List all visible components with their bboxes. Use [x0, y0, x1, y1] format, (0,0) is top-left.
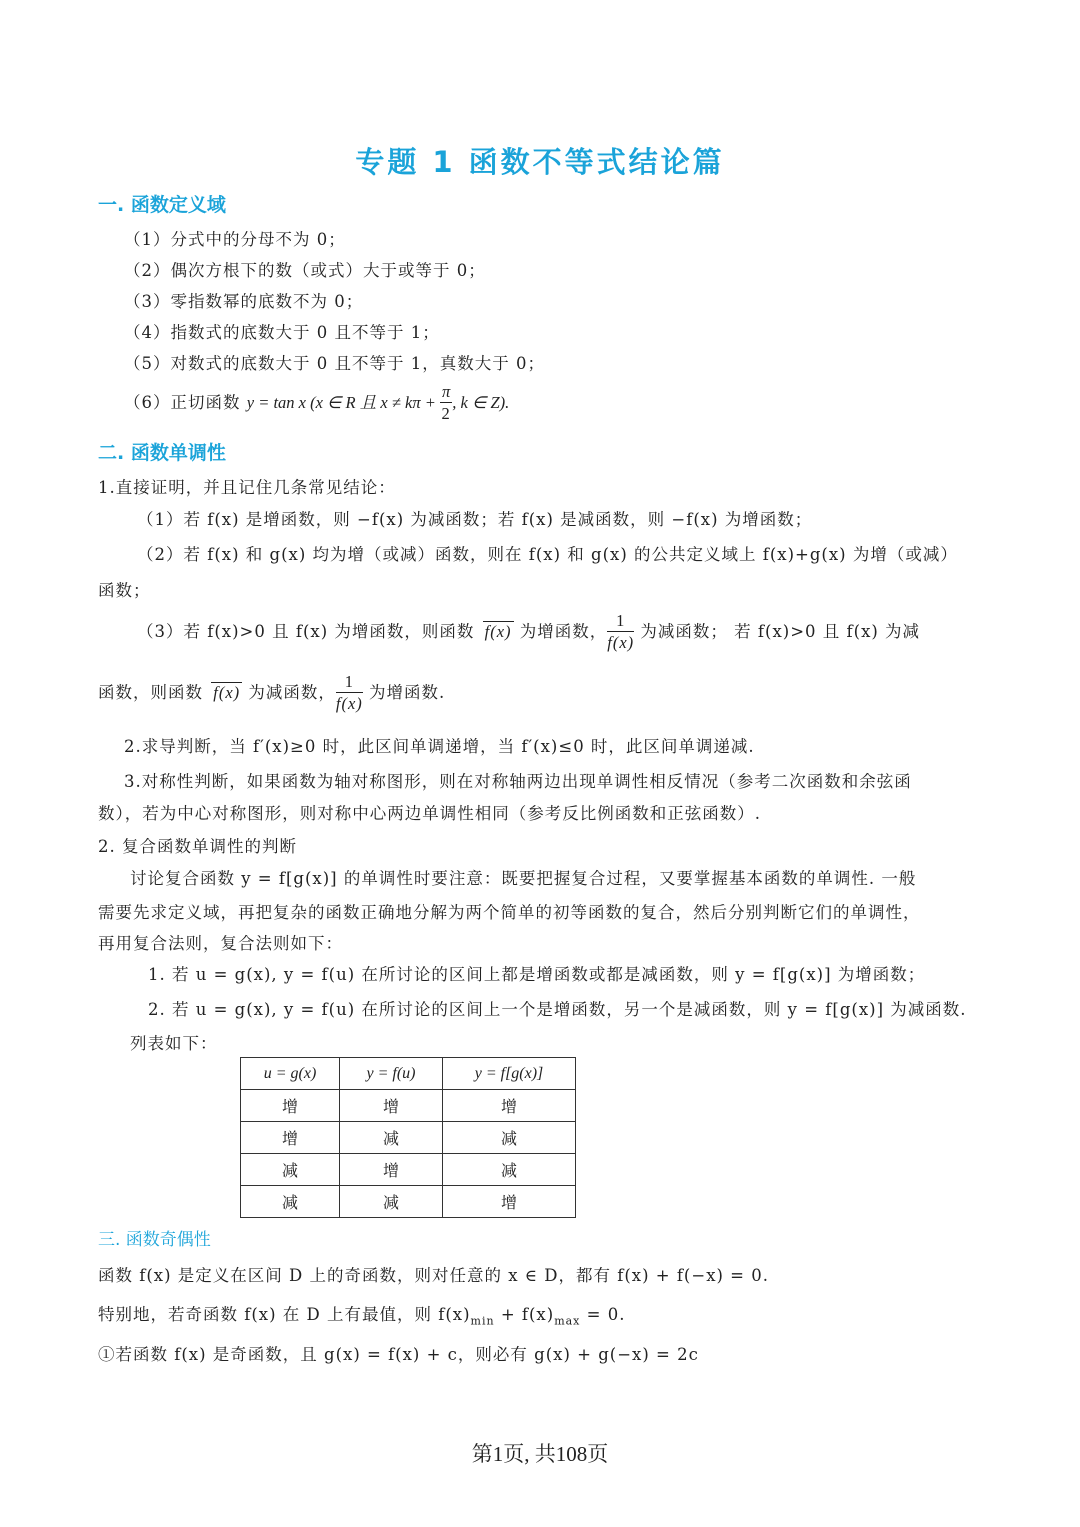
table-header-cell: u = g(x) [241, 1058, 340, 1090]
page-footer: 第1页, 共108页 [471, 1442, 609, 1466]
paragraph: 3.对称性判断，如果函数为轴对称图形，则在对称轴两边出现单调性相反情况（参考二次函数和余弦函 [124, 772, 912, 791]
paragraph: 数），若为中心对称图形，则对称中心两边单调性相同（参考反比例函数和正弦函数）. [98, 804, 761, 823]
table-cell: 增 [340, 1090, 443, 1122]
paragraph: 函数； [98, 581, 151, 600]
table-row [241, 1122, 576, 1154]
paragraph: 2. 复合函数单调性的判断 [98, 837, 297, 856]
table-cell: 增 [340, 1154, 443, 1186]
table-cell: 减 [340, 1122, 443, 1154]
section1-heading: 一. 函数定义域 [98, 194, 226, 216]
table-cell: 减 [241, 1154, 340, 1186]
table-header-row [241, 1058, 576, 1090]
paragraph: （2）若 f(x) 和 g(x) 均为增（或减）函数，则在 f(x) 和 g(x) 的公共定义域上 f(x)+g(x) 为增（或减） [137, 545, 958, 564]
table-cell: 减 [340, 1186, 443, 1218]
table-cell: 增 [443, 1186, 576, 1218]
table-cell: 增 [241, 1122, 340, 1154]
page-title: 专题 1 函数不等式结论篇 [355, 145, 725, 179]
paragraph: 函数，则函数 f(x) 为减函数， $\frac{1}{f(x)}$ 为增函数. [98, 672, 446, 713]
paragraph: 1.直接证明，并且记住几条常见结论： [98, 478, 396, 497]
table-row [241, 1154, 576, 1186]
paragraph: 2. 若 u = g(x), y = f(u) 在所讨论的区间上一个是增函数，另一个是减函数，则 y = f[g(x)] 为减函数. [148, 1000, 967, 1019]
table-cell: 增 [241, 1090, 340, 1122]
table-row [241, 1090, 576, 1122]
paragraph: （1）若 f(x) 是增函数，则 −f(x) 为减函数；若 f(x) 是减函数，则 −f(x) 为增函数； [137, 510, 813, 529]
table-cell: 减 [241, 1186, 340, 1218]
table-header-cell: y = f[g(x)] [443, 1058, 576, 1090]
paragraph: 2.求导判断，当 f′(x)≥0 时，此区间单调递增，当 f′(x)≤0 时，此区间单调递减. [124, 737, 755, 756]
paragraph: 需要先求定义域，再把复杂的函数正确地分解为两个简单的初等函数的复合，然后分别判断它们的单调性， [98, 903, 921, 922]
list-item: （3）零指数幂的底数不为 0； [124, 292, 364, 311]
table-cell: 减 [443, 1122, 576, 1154]
table-row [241, 1186, 576, 1218]
list-item: （1）分式中的分母不为 0； [124, 230, 346, 249]
paragraph: ①若函数 f(x) 是奇函数，且 g(x) = f(x) + c，则必有 g(x) + g(−x) = 2c [98, 1345, 699, 1364]
list-item: （4）指数式的底数大于 0 且不等于 1； [124, 323, 440, 342]
list-item-6: （6）正切函数 y = tan x (x ∈ R 且 x ≠ kπ + $\frac{\pi}{2}$ , k ∈ Z). [124, 382, 510, 423]
section3-heading: 三. 函数奇偶性 [98, 1230, 211, 1250]
paragraph: 讨论复合函数 y = f[g(x)] 的单调性时要注意：既要把握复合过程，又要掌握基本函数的单调性. 一般 [130, 869, 917, 888]
paragraph: 列表如下： [130, 1034, 218, 1053]
table-cell: 增 [443, 1090, 576, 1122]
paragraph: 函数 f(x) 是定义在区间 D 上的奇函数，则对任意的 x ∈ D，都有 f(x) + f(−x) = 0. [98, 1266, 769, 1285]
table-cell: 减 [443, 1154, 576, 1186]
composition-table [240, 1057, 576, 1218]
list-item: （5）对数式的底数大于 0 且不等于 1，真数大于 0； [124, 354, 545, 373]
section2-heading: 二. 函数单调性 [98, 442, 226, 464]
list-item: （2）偶次方根下的数（或式）大于或等于 0； [124, 261, 486, 280]
paragraph: （3）若 f(x)>0 且 f(x) 为增函数，则函数 f(x) 为增函数， $\frac{1}{f(x)}$ 为减函数； 若 f(x)>0 且 f(x) 为减 [137, 611, 921, 652]
table-header-cell: y = f(u) [340, 1058, 443, 1090]
paragraph: 再用复合法则，复合法则如下： [98, 934, 343, 953]
paragraph: 1. 若 u = g(x), y = f(u) 在所讨论的区间上都是增函数或都是减函数，则 y = f[g(x)] 为增函数； [148, 965, 926, 984]
paragraph: 特别地，若奇函数 f(x) 在 D 上有最值，则 $f(x)_{min} + f(x)_{max} = 0$. [98, 1305, 626, 1328]
